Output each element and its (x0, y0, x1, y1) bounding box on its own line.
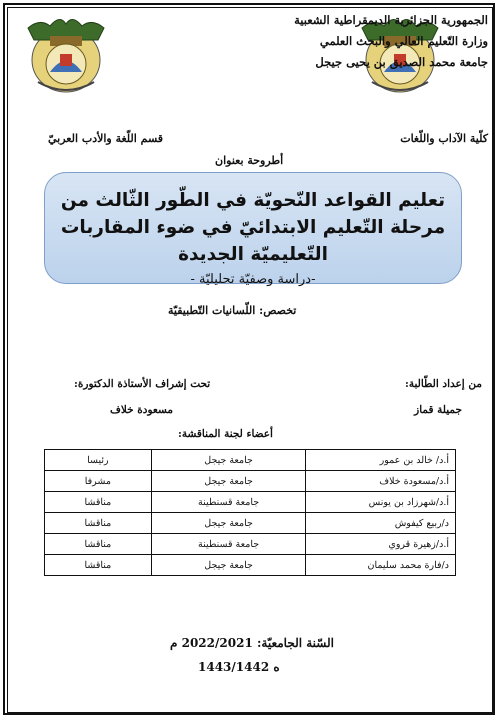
member-university: جامعة قسنطينة (151, 534, 306, 555)
committee-title: أعضاء لجنة المناقشة: (178, 428, 273, 440)
faculty-name: كلّية الآداب واللّغات (400, 132, 488, 145)
member-role: مناقشا (45, 492, 152, 513)
member-name: أ.د/مسعودة خلاف (306, 471, 456, 492)
table-row (45, 471, 456, 492)
member-university: جامعة جيجل (151, 450, 306, 471)
table-row (45, 534, 456, 555)
table-row (45, 555, 456, 576)
university-name: جامعة محمد الصديق بن يحيى جيجل (315, 55, 488, 69)
university-seal-left (20, 10, 112, 96)
member-name: أ.د/شهرزاد بن يونس (306, 492, 456, 513)
prepared-by-label: من إعداد الطّالبة: (404, 378, 482, 390)
title-line-2: مرحلة التّعليم الابتدائيّ في ضوء المقاربات (60, 217, 446, 238)
title-line-1: تعليم القواعد النّحويّة في الطّور الثّالث من (60, 190, 446, 211)
specialization: تخصص: اللّسانيات التّطبيقيّة (168, 304, 297, 317)
member-university: جامعة جيجل (151, 513, 306, 534)
academic-year: السّنة الجامعيّة: 2022/2021 م (170, 636, 334, 650)
header-block (248, 10, 488, 73)
table-row (45, 513, 456, 534)
department-name: قسم اللّغة والأدب العربيّ (48, 132, 164, 145)
hijri-year: 1443/1442 ه (198, 660, 280, 674)
member-name: أ.د/زهيرة قروي (306, 534, 456, 555)
inner-border (7, 7, 493, 713)
member-university: جامعة جيجل (151, 471, 306, 492)
title-line-3: التّعليميّة الجديدة (178, 244, 328, 265)
member-role: رئيسا (45, 450, 152, 471)
table-row (45, 492, 456, 513)
student-name: جميلة قماز (414, 404, 462, 416)
thesis-label: أطروحة بعنوان (215, 154, 284, 167)
member-role: مناقشا (45, 513, 152, 534)
member-role: مناقشا (45, 555, 152, 576)
supervisor-label: تحت إشراف الأستاذة الدكتورة: (74, 378, 211, 390)
member-university: جامعة جيجل (151, 555, 306, 576)
ministry-name: وزارة التّعليم العالي والبحث العلمي (319, 34, 488, 48)
title-box (44, 172, 462, 287)
member-role: مناقشا (45, 534, 152, 555)
member-name: د/فارة محمد سليمان (306, 555, 456, 576)
member-role: مشرفا (45, 471, 152, 492)
member-name: أ.د/ خالد بن عمور (306, 450, 456, 471)
table-row (45, 450, 456, 471)
committee-table (44, 449, 456, 576)
subtitle: -دراسة وصفيّة تحليليّة - (190, 272, 316, 287)
member-name: د/ربيع كيفوش (306, 513, 456, 534)
member-university: جامعة قسنطينة (151, 492, 306, 513)
supervisor-name: مسعودة خلاف (110, 404, 173, 416)
republic-name: الجمهورية الجزائرية الديمقراطية الشعبية (294, 13, 488, 27)
